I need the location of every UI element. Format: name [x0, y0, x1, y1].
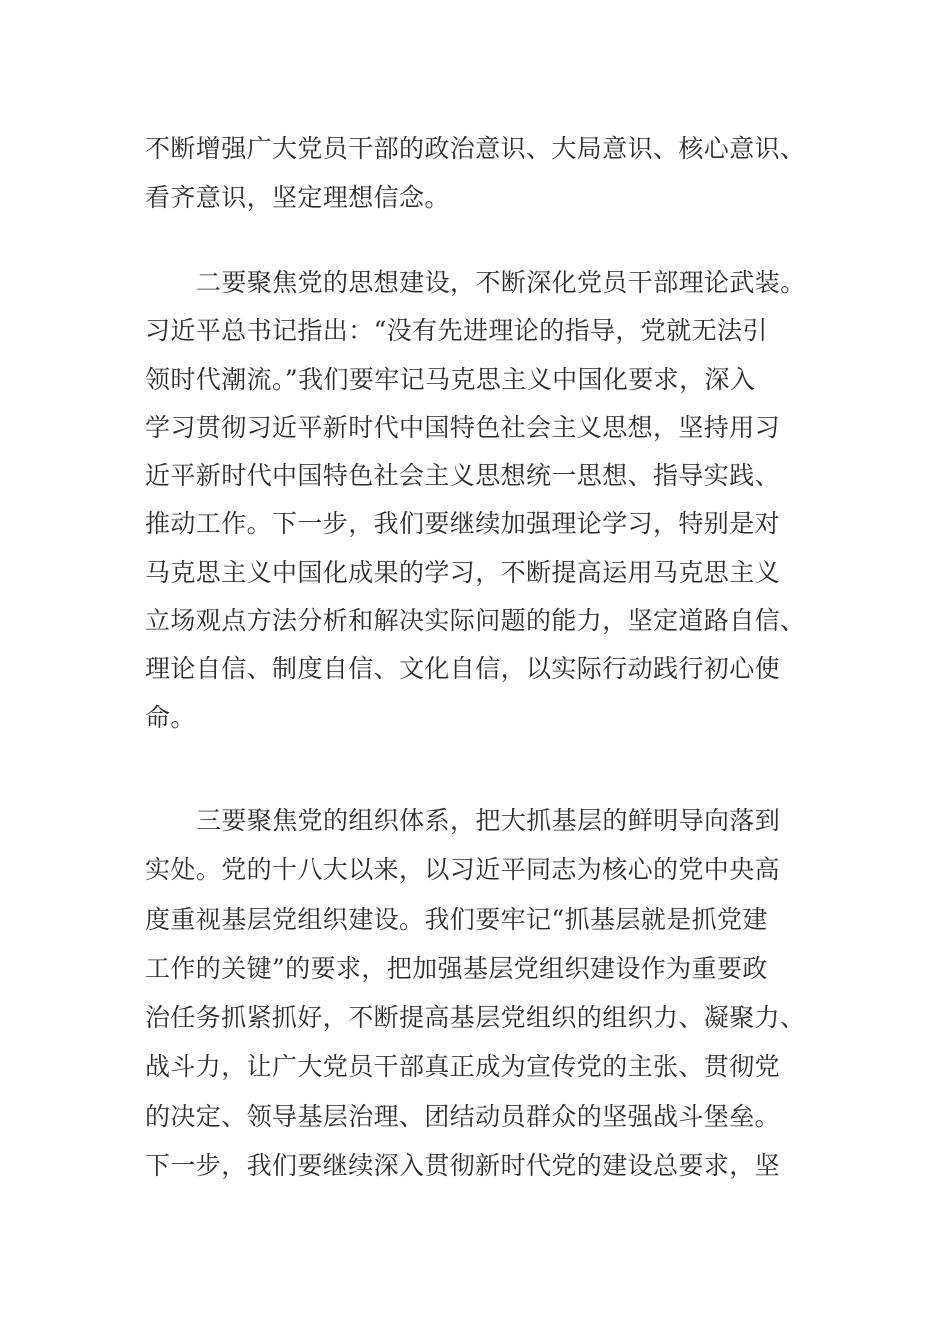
text-line: 工作的关键”的要求，把加强基层党组织建设作为重要政 [145, 953, 768, 983]
paragraph-3-organizational-system [145, 796, 825, 1190]
paragraph-2-ideological-building [145, 259, 825, 742]
text-line: 实处。党的十八大以来，以习近平同志为核心的党中央高 [145, 855, 781, 885]
text-line: 三要聚焦党的组织体系，把大抓基层的鲜明导向落到 [196, 806, 781, 835]
text-line: 近平新时代中国特色社会主义思想统一思想、指导实践、 [145, 461, 781, 491]
text-line: 学习贯彻习近平新时代中国特色社会主义思想，坚持用习 [145, 412, 781, 442]
text-line: 的决定、领导基层治理、团结动员群众的坚强战斗堡垒。 [145, 1101, 781, 1131]
text-line: 战斗力，让广大党员干部真正成为宣传党的主张、贯彻党 [145, 1052, 781, 1082]
text-line: 不断增强广大党员干部的政治意识、大局意识、核心意识、 [145, 134, 806, 163]
text-line: 习近平总书记指出：“没有先进理论的指导，党就无法引 [145, 316, 768, 346]
text-line: 二要聚焦党的思想建设，不断深化党员干部理论武装。 [196, 268, 806, 297]
text-line: 马克思主义中国化成果的学习，不断提高运用马克思主义 [145, 557, 781, 587]
text-line: 推动工作。下一步，我们要继续加强理论学习，特别是对 [145, 509, 781, 539]
text-line: 命。 [145, 702, 196, 732]
text-line: 度重视基层党组织建设。我们要牢记“抓基层就是抓党建 [145, 904, 768, 934]
text-line: 立场观点方法分析和解决实际问题的能力，坚定道路自信、 [145, 606, 806, 636]
text-line: 治任务抓紧抓好，不断提高基层党组织的组织力、凝聚力、 [145, 1003, 806, 1033]
text-line: 理论自信、制度自信、文化自信，以实际行动践行初心使 [145, 654, 781, 684]
text-line: 领时代潮流。”我们要牢记马克思主义中国化要求，深入 [145, 364, 756, 394]
paragraph-1-continuation [145, 124, 825, 222]
text-line: 下一步，我们要继续深入贯彻新时代党的建设总要求，坚 [145, 1151, 781, 1181]
text-line: 看齐意识，坚定理想信念。 [145, 183, 450, 212]
